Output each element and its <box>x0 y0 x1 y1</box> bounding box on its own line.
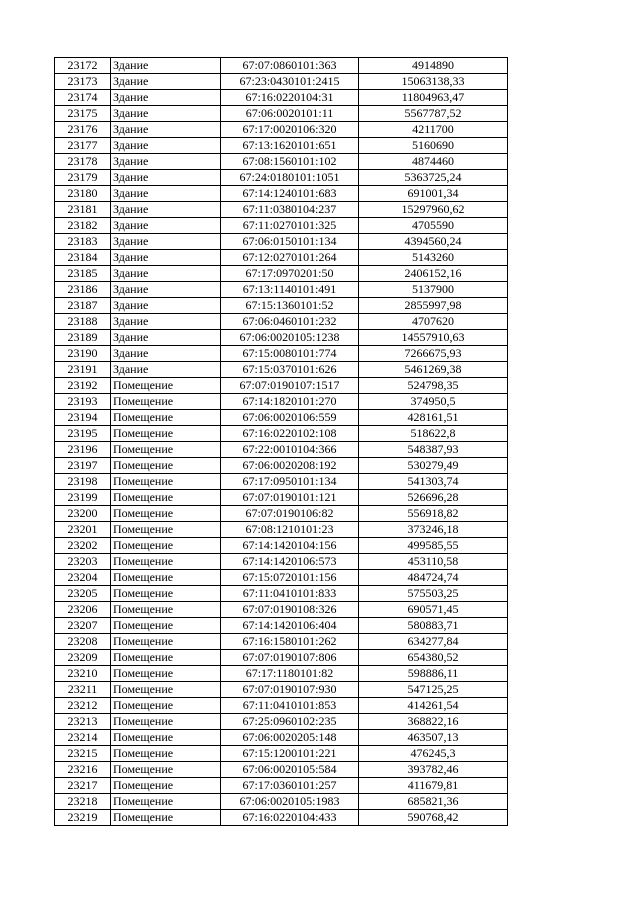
cadastral-value-cell: 4705590 <box>359 218 508 234</box>
cadastral-value-cell: 411679,81 <box>359 778 508 794</box>
table-row <box>55 522 508 538</box>
cadastral-number-cell: 67:07:0190108:326 <box>221 602 359 618</box>
table-row <box>55 250 508 266</box>
cadastral-value-cell: 2855997,98 <box>359 298 508 314</box>
table-row <box>55 362 508 378</box>
row-number-cell: 23181 <box>55 202 111 218</box>
object-type-cell: Помещение <box>111 538 221 554</box>
table-row <box>55 570 508 586</box>
cadastral-value-cell: 634277,84 <box>359 634 508 650</box>
object-type-cell: Здание <box>111 74 221 90</box>
table-row <box>55 90 508 106</box>
table-row <box>55 602 508 618</box>
row-number-cell: 23177 <box>55 138 111 154</box>
cadastral-number-cell: 67:07:0190101:121 <box>221 490 359 506</box>
object-type-cell: Здание <box>111 218 221 234</box>
row-number-cell: 23195 <box>55 426 111 442</box>
table-row <box>55 698 508 714</box>
cadastral-number-cell: 67:12:0270101:264 <box>221 250 359 266</box>
table-row <box>55 426 508 442</box>
object-type-cell: Помещение <box>111 698 221 714</box>
object-type-cell: Помещение <box>111 554 221 570</box>
object-type-cell: Помещение <box>111 442 221 458</box>
table-row <box>55 794 508 810</box>
cadastral-number-cell: 67:14:1420106:404 <box>221 618 359 634</box>
row-number-cell: 23205 <box>55 586 111 602</box>
cadastral-value-cell: 373246,18 <box>359 522 508 538</box>
object-type-cell: Здание <box>111 282 221 298</box>
cadastral-number-cell: 67:16:0220104:31 <box>221 90 359 106</box>
object-type-cell: Здание <box>111 362 221 378</box>
cadastral-value-cell: 4211700 <box>359 122 508 138</box>
row-number-cell: 23184 <box>55 250 111 266</box>
cadastral-number-cell: 67:11:0410101:833 <box>221 586 359 602</box>
row-number-cell: 23207 <box>55 618 111 634</box>
cadastral-number-cell: 67:06:0460101:232 <box>221 314 359 330</box>
cadastral-value-cell: 499585,55 <box>359 538 508 554</box>
cadastral-number-cell: 67:16:1580101:262 <box>221 634 359 650</box>
cadastral-number-cell: 67:06:0020105:1983 <box>221 794 359 810</box>
row-number-cell: 23211 <box>55 682 111 698</box>
object-type-cell: Помещение <box>111 618 221 634</box>
table-row <box>55 634 508 650</box>
row-number-cell: 23217 <box>55 778 111 794</box>
object-type-cell: Здание <box>111 138 221 154</box>
table-row <box>55 442 508 458</box>
object-type-cell: Помещение <box>111 426 221 442</box>
row-number-cell: 23212 <box>55 698 111 714</box>
cadastral-number-cell: 67:07:0190107:1517 <box>221 378 359 394</box>
object-type-cell: Здание <box>111 202 221 218</box>
object-type-cell: Здание <box>111 314 221 330</box>
row-number-cell: 23172 <box>55 58 111 74</box>
table-row <box>55 218 508 234</box>
object-type-cell: Помещение <box>111 746 221 762</box>
cadastral-value-cell: 428161,51 <box>359 410 508 426</box>
table-row <box>55 666 508 682</box>
cadastral-number-cell: 67:25:0960102:235 <box>221 714 359 730</box>
object-type-cell: Помещение <box>111 458 221 474</box>
cadastral-value-cell: 5160690 <box>359 138 508 154</box>
row-number-cell: 23210 <box>55 666 111 682</box>
cadastral-value-cell: 5137900 <box>359 282 508 298</box>
cadastral-number-cell: 67:14:1820101:270 <box>221 394 359 410</box>
cadastral-value-cell: 2406152,16 <box>359 266 508 282</box>
cadastral-number-cell: 67:15:0080101:774 <box>221 346 359 362</box>
table-row <box>55 538 508 554</box>
cadastral-number-cell: 67:15:0370101:626 <box>221 362 359 378</box>
cadastral-number-cell: 67:16:0220104:433 <box>221 810 359 826</box>
cadastral-value-cell: 654380,52 <box>359 650 508 666</box>
object-type-cell: Здание <box>111 330 221 346</box>
table-row <box>55 762 508 778</box>
table-row <box>55 330 508 346</box>
table-row <box>55 810 508 826</box>
row-number-cell: 23215 <box>55 746 111 762</box>
object-type-cell: Помещение <box>111 810 221 826</box>
object-type-cell: Помещение <box>111 378 221 394</box>
object-type-cell: Помещение <box>111 394 221 410</box>
row-number-cell: 23193 <box>55 394 111 410</box>
row-number-cell: 23192 <box>55 378 111 394</box>
cadastral-value-cell: 4707620 <box>359 314 508 330</box>
cadastral-number-cell: 67:14:1420104:156 <box>221 538 359 554</box>
table-row <box>55 746 508 762</box>
object-type-cell: Здание <box>111 90 221 106</box>
cadastral-value-cell: 484724,74 <box>359 570 508 586</box>
object-type-cell: Здание <box>111 122 221 138</box>
cadastral-number-cell: 67:11:0410101:853 <box>221 698 359 714</box>
table-row <box>55 410 508 426</box>
row-number-cell: 23182 <box>55 218 111 234</box>
cadastral-number-cell: 67:23:0430101:2415 <box>221 74 359 90</box>
cadastral-value-cell: 580883,71 <box>359 618 508 634</box>
table-row <box>55 490 508 506</box>
cadastral-value-cell: 463507,13 <box>359 730 508 746</box>
cadastral-value-cell: 374950,5 <box>359 394 508 410</box>
cadastral-number-cell: 67:11:0380104:237 <box>221 202 359 218</box>
cadastral-value-cell: 556918,82 <box>359 506 508 522</box>
table-row <box>55 394 508 410</box>
row-number-cell: 23196 <box>55 442 111 458</box>
row-number-cell: 23197 <box>55 458 111 474</box>
cadastral-value-cell: 14557910,63 <box>359 330 508 346</box>
cadastral-number-cell: 67:15:1360101:52 <box>221 298 359 314</box>
row-number-cell: 23191 <box>55 362 111 378</box>
object-type-cell: Здание <box>111 346 221 362</box>
object-type-cell: Помещение <box>111 666 221 682</box>
row-number-cell: 23201 <box>55 522 111 538</box>
cadastral-number-cell: 67:15:1200101:221 <box>221 746 359 762</box>
object-type-cell: Помещение <box>111 570 221 586</box>
cadastral-value-cell: 541303,74 <box>359 474 508 490</box>
cadastral-number-cell: 67:15:0720101:156 <box>221 570 359 586</box>
cadastral-value-cell: 4394560,24 <box>359 234 508 250</box>
cadastral-number-cell: 67:16:0220102:108 <box>221 426 359 442</box>
table-row <box>55 170 508 186</box>
cadastral-value-cell: 4874460 <box>359 154 508 170</box>
cadastral-value-cell: 524798,35 <box>359 378 508 394</box>
table-row <box>55 234 508 250</box>
cadastral-value-cell: 453110,58 <box>359 554 508 570</box>
cadastral-number-cell: 67:14:1240101:683 <box>221 186 359 202</box>
object-type-cell: Помещение <box>111 602 221 618</box>
row-number-cell: 23214 <box>55 730 111 746</box>
cadastral-value-cell: 575503,25 <box>359 586 508 602</box>
cadastral-value-cell: 690571,45 <box>359 602 508 618</box>
row-number-cell: 23178 <box>55 154 111 170</box>
cadastral-number-cell: 67:07:0860101:363 <box>221 58 359 74</box>
table-row <box>55 298 508 314</box>
cadastral-value-cell: 5143260 <box>359 250 508 266</box>
cadastral-value-cell: 530279,49 <box>359 458 508 474</box>
row-number-cell: 23198 <box>55 474 111 490</box>
cadastral-number-cell: 67:17:1180101:82 <box>221 666 359 682</box>
cadastral-number-cell: 67:06:0150101:134 <box>221 234 359 250</box>
table-row <box>55 682 508 698</box>
cadastral-number-cell: 67:06:0020105:1238 <box>221 330 359 346</box>
row-number-cell: 23180 <box>55 186 111 202</box>
cadastral-value-cell: 414261,54 <box>359 698 508 714</box>
row-number-cell: 23189 <box>55 330 111 346</box>
table-row <box>55 506 508 522</box>
object-type-cell: Помещение <box>111 650 221 666</box>
object-type-cell: Помещение <box>111 586 221 602</box>
cadastral-value-cell: 518622,8 <box>359 426 508 442</box>
object-type-cell: Помещение <box>111 682 221 698</box>
object-type-cell: Здание <box>111 154 221 170</box>
row-number-cell: 23183 <box>55 234 111 250</box>
table-row <box>55 58 508 74</box>
row-number-cell: 23188 <box>55 314 111 330</box>
object-type-cell: Здание <box>111 170 221 186</box>
table-row <box>55 650 508 666</box>
cadastral-value-cell: 4914890 <box>359 58 508 74</box>
object-type-cell: Здание <box>111 58 221 74</box>
cadastral-value-cell: 5461269,38 <box>359 362 508 378</box>
cadastral-number-cell: 67:11:0270101:325 <box>221 218 359 234</box>
cadastral-value-cell: 15297960,62 <box>359 202 508 218</box>
table-row <box>55 266 508 282</box>
row-number-cell: 23186 <box>55 282 111 298</box>
row-number-cell: 23194 <box>55 410 111 426</box>
object-type-cell: Помещение <box>111 778 221 794</box>
cadastral-value-cell: 393782,46 <box>359 762 508 778</box>
cadastral-number-cell: 67:17:0360101:257 <box>221 778 359 794</box>
table-row <box>55 714 508 730</box>
object-type-cell: Здание <box>111 186 221 202</box>
object-type-cell: Помещение <box>111 506 221 522</box>
row-number-cell: 23203 <box>55 554 111 570</box>
table-row <box>55 346 508 362</box>
cadastral-number-cell: 67:08:1560101:102 <box>221 154 359 170</box>
cadastral-value-cell: 548387,93 <box>359 442 508 458</box>
cadastral-number-cell: 67:06:0020208:192 <box>221 458 359 474</box>
cadastral-number-cell: 67:07:0190107:806 <box>221 650 359 666</box>
table-row <box>55 202 508 218</box>
cadastral-number-cell: 67:13:1620101:651 <box>221 138 359 154</box>
cadastral-value-cell: 590768,42 <box>359 810 508 826</box>
table-row <box>55 378 508 394</box>
row-number-cell: 23216 <box>55 762 111 778</box>
object-type-cell: Здание <box>111 234 221 250</box>
object-type-cell: Здание <box>111 250 221 266</box>
cadastral-number-cell: 67:06:0020205:148 <box>221 730 359 746</box>
row-number-cell: 23187 <box>55 298 111 314</box>
cadastral-number-cell: 67:06:0020105:584 <box>221 762 359 778</box>
cadastral-value-cell: 5363725,24 <box>359 170 508 186</box>
row-number-cell: 23218 <box>55 794 111 810</box>
row-number-cell: 23219 <box>55 810 111 826</box>
cadastral-value-cell: 598886,11 <box>359 666 508 682</box>
row-number-cell: 23206 <box>55 602 111 618</box>
table-row <box>55 730 508 746</box>
cadastral-value-cell: 368822,16 <box>359 714 508 730</box>
object-type-cell: Помещение <box>111 794 221 810</box>
cadastral-value-cell: 11804963,47 <box>359 90 508 106</box>
object-type-cell: Помещение <box>111 634 221 650</box>
object-type-cell: Помещение <box>111 522 221 538</box>
table-row <box>55 138 508 154</box>
object-type-cell: Помещение <box>111 730 221 746</box>
table-row <box>55 122 508 138</box>
table-row <box>55 154 508 170</box>
cadastral-number-cell: 67:13:1140101:491 <box>221 282 359 298</box>
table-row <box>55 586 508 602</box>
cadastral-value-table <box>54 57 508 826</box>
row-number-cell: 23185 <box>55 266 111 282</box>
row-number-cell: 23173 <box>55 74 111 90</box>
cadastral-value-cell: 7266675,93 <box>359 346 508 362</box>
table-row <box>55 778 508 794</box>
cadastral-number-cell: 67:22:0010104:366 <box>221 442 359 458</box>
row-number-cell: 23200 <box>55 506 111 522</box>
table-row <box>55 106 508 122</box>
cadastral-number-cell: 67:07:0190106:82 <box>221 506 359 522</box>
object-type-cell: Помещение <box>111 410 221 426</box>
cadastral-number-cell: 67:17:0970201:50 <box>221 266 359 282</box>
object-type-cell: Помещение <box>111 714 221 730</box>
object-type-cell: Помещение <box>111 474 221 490</box>
cadastral-number-cell: 67:07:0190107:930 <box>221 682 359 698</box>
table-row <box>55 458 508 474</box>
table-row <box>55 474 508 490</box>
row-number-cell: 23209 <box>55 650 111 666</box>
cadastral-value-cell: 476245,3 <box>359 746 508 762</box>
row-number-cell: 23190 <box>55 346 111 362</box>
object-type-cell: Здание <box>111 106 221 122</box>
row-number-cell: 23176 <box>55 122 111 138</box>
row-number-cell: 23202 <box>55 538 111 554</box>
table-row <box>55 554 508 570</box>
cadastral-number-cell: 67:08:1210101:23 <box>221 522 359 538</box>
object-type-cell: Помещение <box>111 490 221 506</box>
object-type-cell: Здание <box>111 266 221 282</box>
cadastral-value-cell: 526696,28 <box>359 490 508 506</box>
row-number-cell: 23174 <box>55 90 111 106</box>
cadastral-number-cell: 67:06:0020106:559 <box>221 410 359 426</box>
table-row <box>55 186 508 202</box>
cadastral-value-cell: 685821,36 <box>359 794 508 810</box>
table-body <box>55 58 508 826</box>
cadastral-number-cell: 67:14:1420106:573 <box>221 554 359 570</box>
object-type-cell: Здание <box>111 298 221 314</box>
row-number-cell: 23204 <box>55 570 111 586</box>
table-row <box>55 618 508 634</box>
row-number-cell: 23199 <box>55 490 111 506</box>
row-number-cell: 23208 <box>55 634 111 650</box>
cadastral-number-cell: 67:17:0020106:320 <box>221 122 359 138</box>
cadastral-number-cell: 67:06:0020101:11 <box>221 106 359 122</box>
cadastral-value-cell: 547125,25 <box>359 682 508 698</box>
table-row <box>55 314 508 330</box>
table-row <box>55 282 508 298</box>
cadastral-value-cell: 691001,34 <box>359 186 508 202</box>
row-number-cell: 23175 <box>55 106 111 122</box>
cadastral-value-cell: 5567787,52 <box>359 106 508 122</box>
cadastral-number-cell: 67:17:0950101:134 <box>221 474 359 490</box>
row-number-cell: 23179 <box>55 170 111 186</box>
object-type-cell: Помещение <box>111 762 221 778</box>
row-number-cell: 23213 <box>55 714 111 730</box>
table-row <box>55 74 508 90</box>
cadastral-number-cell: 67:24:0180101:1051 <box>221 170 359 186</box>
cadastral-value-cell: 15063138,33 <box>359 74 508 90</box>
